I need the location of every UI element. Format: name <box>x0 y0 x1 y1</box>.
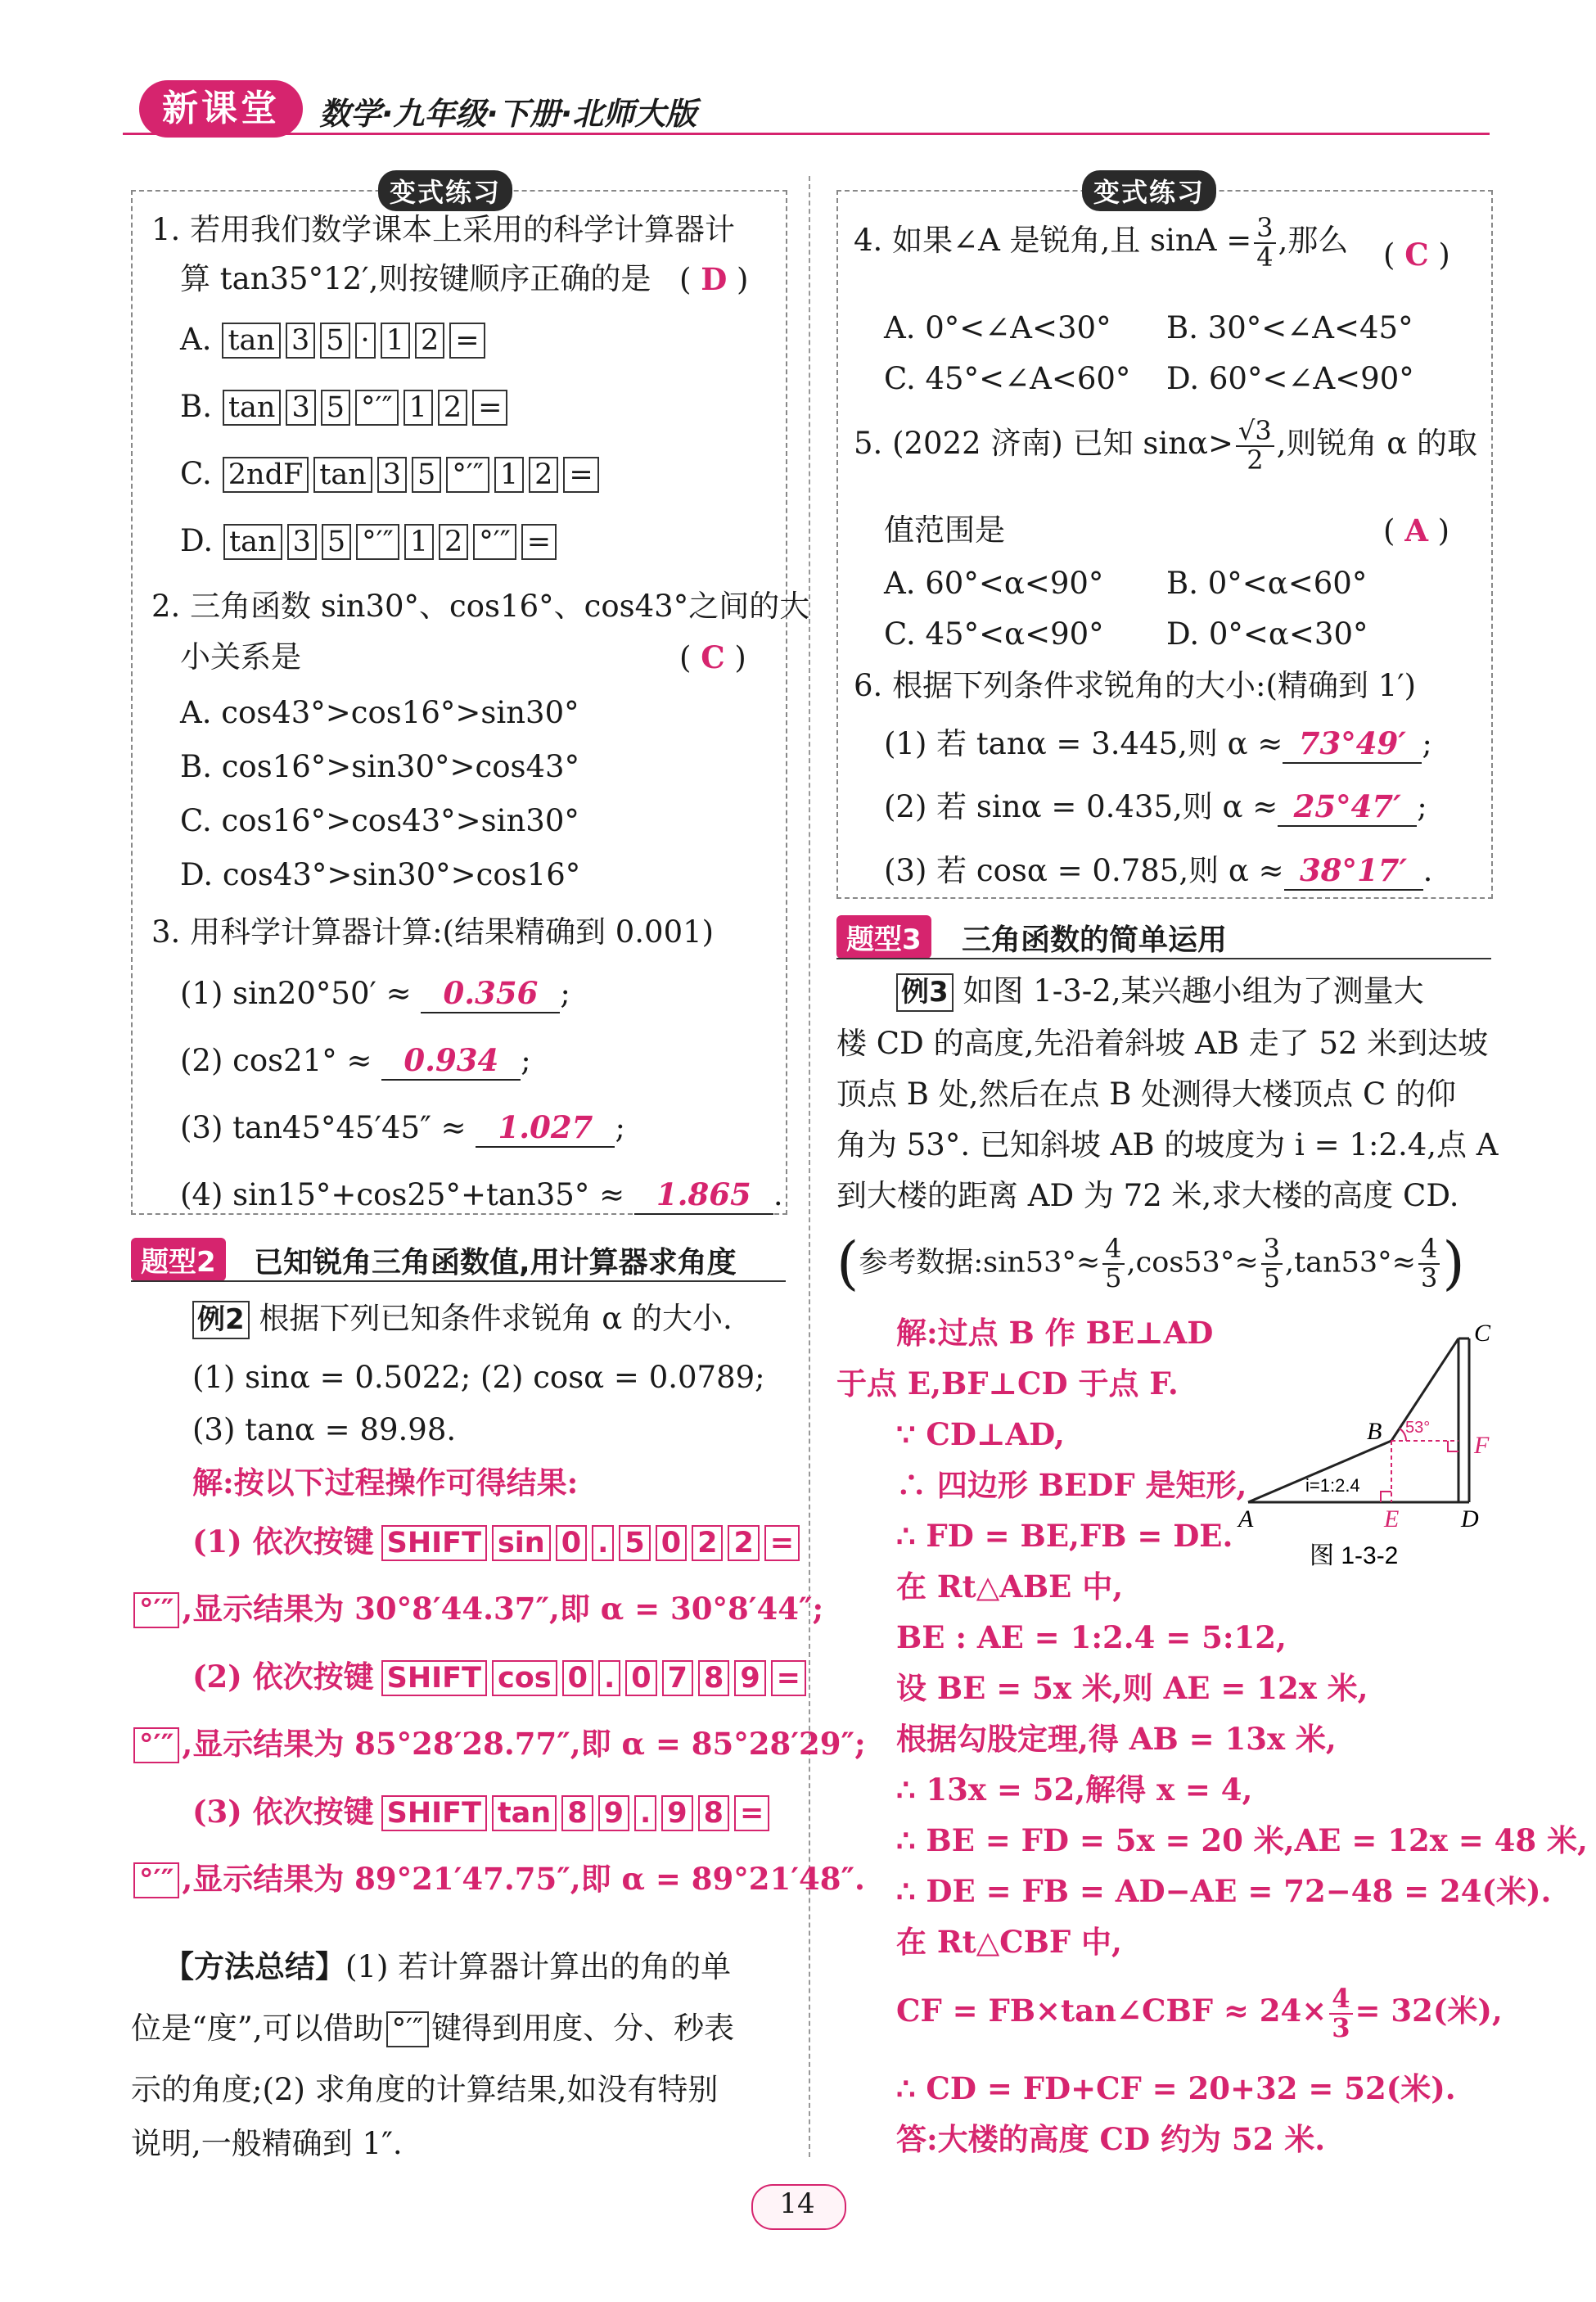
fig-label-A: A <box>1238 1505 1254 1532</box>
fig-label-E: E <box>1384 1505 1400 1532</box>
q2-stem-1: 2. 三角函数 sin30°、cos16°、cos43°之间的大 <box>151 589 810 624</box>
q6-item-1: (1) 若 tanα = 3.445,则 α ≈ 73°49′ ; <box>884 724 1432 764</box>
step-result: ,显示结果为 30°8′44.37″,即 α = 30°8′44″; <box>182 1591 824 1627</box>
fig-label-D: D <box>1461 1505 1479 1532</box>
q1-option-letter: D. <box>180 523 214 558</box>
calculator-key: °′″ <box>356 524 399 560</box>
fig-caption: 图 1-3-2 <box>1310 1542 1399 1569</box>
calculator-key: 0 <box>625 1660 656 1696</box>
calculator-key: 5 <box>320 323 349 359</box>
method-summary-1: 【方法总结】(1) 若计算器计算出的角的单 <box>164 1949 732 1984</box>
left-practice-title: 变式练习 <box>378 170 512 211</box>
q2-answer: ( C ) <box>679 639 746 675</box>
calculator-key: sin <box>492 1525 551 1561</box>
q2-option-b: B. cos16°>sin30°>cos43° <box>180 749 580 784</box>
solution-line: BE : AE = 1:2.4 = 5:12, <box>896 1619 1287 1655</box>
q5-option-d: D. 0°<α<30° <box>1166 616 1368 652</box>
calculator-key: 8 <box>561 1795 593 1831</box>
calculator-key: = <box>764 1525 800 1561</box>
step-result: ,显示结果为 85°28′28.77″,即 α = 85°28′29″; <box>182 1726 866 1762</box>
example3-cf: CF = FB×tan∠CBF ≈ 24× $\frac{4}{3}$ = 32(米), <box>896 1983 1503 2043</box>
example3-line-2: 楼 CD 的高度,先沿着斜坡 AB 走了 52 米到达坡 <box>836 1026 1489 1061</box>
calculator-key: 1 <box>494 457 524 493</box>
calculator-key: 7 <box>662 1660 693 1696</box>
calculator-key: 2 <box>529 457 558 493</box>
calculator-key: 0 <box>556 1525 587 1561</box>
calculator-key: = <box>449 323 485 359</box>
type3-tag: 题型3 <box>836 915 931 959</box>
solution-line: 解:过点 B 作 BE⊥AD <box>896 1315 1214 1351</box>
q2-option-a: A. cos43°>cos16°>sin30° <box>180 695 579 730</box>
q2-option-c: C. cos16°>cos43°>sin30° <box>180 803 579 838</box>
q2-option-d: D. cos43°>sin30°>cos16° <box>180 857 581 892</box>
q4-stem: 4. 如果∠A 是锐角,且 sinA = $\frac{3}{4}$ ,那么 <box>854 212 1349 273</box>
calculator-key: = <box>472 390 507 426</box>
type3-title-rule <box>836 958 1491 959</box>
method-summary-2: 位是“度”,可以借助 °′″ 键得到用度、分、秒表 <box>131 2010 734 2047</box>
calculator-key: tan <box>223 390 281 426</box>
calculator-key: cos <box>492 1660 557 1696</box>
q5-answer: ( A ) <box>1383 512 1450 548</box>
example2-step-2-result <box>131 1725 866 1763</box>
calculator-key: 2ndF <box>223 457 309 493</box>
example2-label: 例2 <box>192 1301 250 1339</box>
calculator-key: = <box>734 1795 769 1831</box>
q1-option-d <box>180 522 602 589</box>
solution-line: ∴ FD = BE,FB = DE. <box>896 1518 1233 1554</box>
fig-right-angle-E <box>1381 1492 1391 1502</box>
solution-line: ∴ DE = FB = AD−AE = 72−48 = 24(米). <box>896 1873 1552 1909</box>
header-logo: 新课堂 <box>139 80 303 138</box>
solution-line: 于点 E,BF⊥CD 于点 F. <box>836 1365 1179 1402</box>
example2-cond-1: (1) sinα = 0.5022; (2) cosα = 0.0789; <box>192 1360 765 1395</box>
example3-line-5: 到大楼的距离 AD 为 72 米,求大楼的高度 CD. <box>836 1178 1459 1213</box>
q6-item-2: (2) 若 sinα = 0.435,则 α ≈ 25°47′ ; <box>884 788 1427 827</box>
q4-answer: ( C ) <box>1383 237 1450 273</box>
calculator-key: . <box>592 1525 614 1561</box>
q1-stem-1: 1. 若用我们数学课本上采用的科学计算器计 <box>151 212 736 247</box>
dms-key: °′″ <box>133 1592 179 1628</box>
solution-line: 设 BE = 5x 米,则 AE = 12x 米, <box>896 1670 1368 1706</box>
q4-option-d: D. 60°<∠A<90° <box>1166 361 1414 396</box>
example3-line-1: 例3 如图 1-3-2,某兴趣小组为了测量大 <box>896 973 1424 1012</box>
step-prefix: (3) 依次按键 <box>192 1794 374 1830</box>
solution-line: ∴ 13x = 52,解得 x = 4, <box>896 1772 1253 1808</box>
example2-step-2 <box>192 1658 809 1696</box>
calculator-key: 2 <box>438 390 467 426</box>
calculator-key: 8 <box>698 1795 729 1831</box>
calculator-key: 9 <box>661 1795 692 1831</box>
example2: 例2 根据下列已知条件求锐角 α 的大小. <box>192 1300 733 1339</box>
step-prefix: (2) 依次按键 <box>192 1659 374 1695</box>
fig-angle-label: 53° <box>1405 1419 1431 1437</box>
page-number: 14 <box>779 2187 815 2220</box>
calculator-key: 0 <box>562 1660 593 1696</box>
q5-stem: 5. (2022 济南) 已知 sinα> $\frac{√3}{2}$ ,则锐角 α 的取 <box>854 415 1478 476</box>
solution-line: 根据勾股定理,得 AB = 13x 米, <box>896 1721 1337 1757</box>
calculator-key: 2 <box>439 524 468 560</box>
dms-key: °′″ <box>386 2011 430 2047</box>
calculator-key: SHIFT <box>381 1660 487 1696</box>
q3-item-3: (3) tan45°45′45″ ≈ 1.027 ; <box>180 1108 625 1148</box>
reference-data: (参考数据:sin53°≈ $\frac{4}{5}$ ,cos53°≈ $\frac{3}{5}$ ,tan53°≈ $\frac{4}{3}$ ) <box>836 1230 1465 1297</box>
fig-right-angle-F <box>1448 1441 1458 1451</box>
q6-item-3: (3) 若 cosα = 0.785,则 α ≈ 38°17′ . <box>884 851 1432 891</box>
example2-cond-2: (3) tanα = 89.98. <box>192 1412 457 1447</box>
solution-line: ∴ BE = FD = 5x = 20 米,AE = 12x = 48 米, <box>896 1822 1588 1858</box>
calculator-key: 3 <box>286 323 315 359</box>
example2-step-1-result <box>131 1590 823 1628</box>
calculator-key: 1 <box>404 524 434 560</box>
fig-label-C: C <box>1474 1320 1491 1347</box>
calculator-key: 2 <box>415 323 444 359</box>
solution-line: ∴ 四边形 BEDF 是矩形, <box>896 1467 1247 1503</box>
q1-answer: ( D ) <box>679 261 749 297</box>
example3-line-4: 角为 53°. 已知斜坡 AB 的坡度为 i = 1:2.4,点 A <box>836 1127 1499 1162</box>
calculator-key: tan <box>313 457 372 493</box>
solution-line: ∵ CD⊥AD, <box>896 1416 1065 1452</box>
q3-stem: 3. 用科学计算器计算:(结果精确到 0.001) <box>151 914 715 950</box>
type2-tag: 题型2 <box>131 1238 226 1281</box>
header <box>123 80 1490 142</box>
method-summary-3: 示的角度;(2) 求角度的计算结果,如没有特别 <box>131 2072 719 2107</box>
calculator-key: tan <box>222 323 280 359</box>
type3-title: 三角函数的简单运用 <box>962 923 1228 957</box>
dms-key: °′″ <box>133 1862 179 1898</box>
calculator-key: 5 <box>321 390 350 426</box>
calculator-key: . <box>598 1660 620 1696</box>
q1-option-letter: A. <box>180 322 212 357</box>
type2-title-rule <box>131 1280 786 1282</box>
q4-option-b: B. 30°<∠A<45° <box>1166 310 1413 345</box>
calculator-key: 3 <box>287 524 317 560</box>
q1-option-a <box>180 321 602 388</box>
q3-item-4: (4) sin15°+cos25°+tan35° ≈ 1.865 . <box>180 1176 783 1215</box>
calculator-key: 0 <box>656 1525 687 1561</box>
calculator-key: · <box>355 323 376 359</box>
solution-line: 在 Rt△CBF 中, <box>896 1924 1122 1960</box>
example3-label: 例3 <box>896 973 954 1012</box>
q5-option-c: C. 45°<α<90° <box>884 616 1104 652</box>
calculator-key: 2 <box>728 1525 759 1561</box>
q1-option-letter: C. <box>180 456 212 491</box>
q3-item-2: (2) cos21° ≈ 0.934 ; <box>180 1041 531 1081</box>
q2-stem-2: 小关系是 <box>180 639 301 675</box>
q5-stem-2: 值范围是 <box>884 512 1005 548</box>
calculator-key: 5 <box>322 524 351 560</box>
example3-answer: 答:大楼的高度 CD 约为 52 米. <box>896 2121 1326 2157</box>
q5-option-b: B. 0°<α<60° <box>1166 566 1368 601</box>
example2-step-3-result <box>131 1860 865 1898</box>
solution-line: 在 Rt△ABE 中, <box>896 1569 1124 1605</box>
q3-item-1: (1) sin20°50′ ≈ 0.356 ; <box>180 974 570 1013</box>
q1-stem-2: 算 tan35°12′,则按键顺序正确的是 <box>180 261 651 296</box>
q1-options <box>180 321 602 589</box>
example2-step-1 <box>192 1523 802 1561</box>
calculator-key: °′″ <box>473 524 516 560</box>
calculator-key: 5 <box>412 457 441 493</box>
example3-conclusion: ∴ CD = FD+CF = 20+32 = 52(米). <box>896 2070 1456 2106</box>
calculator-key: 9 <box>734 1660 765 1696</box>
fig-slope-label: i=1:2.4 <box>1305 1475 1360 1496</box>
q1-option-letter: B. <box>180 389 212 424</box>
calculator-key: tan <box>492 1795 557 1831</box>
method-summary-4: 说明,一般精确到 1″. <box>131 2126 403 2161</box>
q5-option-a: A. 60°<α<90° <box>884 566 1104 601</box>
calculator-key: 1 <box>381 323 410 359</box>
q4-option-a: A. 0°<∠A<30° <box>884 310 1111 345</box>
q4-option-c: C. 45°<∠A<60° <box>884 361 1131 396</box>
right-practice-title: 变式练习 <box>1082 170 1216 211</box>
step-prefix: (1) 依次按键 <box>192 1523 374 1559</box>
example3-line-3: 顶点 B 处,然后在点 B 处测得大楼顶点 C 的仰 <box>836 1077 1457 1112</box>
example2-step-3 <box>192 1793 772 1831</box>
dms-key: °′″ <box>133 1727 179 1763</box>
fig-label-F: F <box>1474 1432 1490 1459</box>
figure-1-3-2 <box>1232 1318 1502 1572</box>
q1-option-c <box>180 455 602 522</box>
calculator-key: 3 <box>286 390 315 426</box>
header-subtitle: 数学·九年级·下册·北师大版 <box>319 96 697 132</box>
q1-option-b <box>180 388 602 455</box>
calculator-key: °′″ <box>446 457 489 493</box>
calculator-key: SHIFT <box>381 1525 487 1561</box>
fig-label-B: B <box>1367 1418 1382 1445</box>
calculator-key: 8 <box>698 1660 729 1696</box>
calculator-key: = <box>563 457 598 493</box>
example2-sol-intro: 解:按以下过程操作可得结果: <box>192 1465 579 1501</box>
calculator-key: 2 <box>692 1525 723 1561</box>
calculator-key: SHIFT <box>381 1795 487 1831</box>
calculator-key: . <box>634 1795 656 1831</box>
calculator-key: = <box>521 524 557 560</box>
step-result: ,显示结果为 89°21′47.75″,即 α = 89°21′48″. <box>182 1861 865 1897</box>
q6-stem: 6. 根据下列条件求锐角的大小:(精确到 1′) <box>854 668 1417 703</box>
calculator-key: °′″ <box>355 390 399 426</box>
header-rule <box>123 133 1490 135</box>
calculator-key: = <box>771 1660 806 1696</box>
calculator-key: 1 <box>404 390 433 426</box>
type2-title: 已知锐角三角函数值,用计算器求角度 <box>254 1246 737 1280</box>
calculator-key: tan <box>223 524 282 560</box>
calculator-key: 9 <box>598 1795 629 1831</box>
calculator-key: 5 <box>619 1525 650 1561</box>
calculator-key: 3 <box>377 457 407 493</box>
